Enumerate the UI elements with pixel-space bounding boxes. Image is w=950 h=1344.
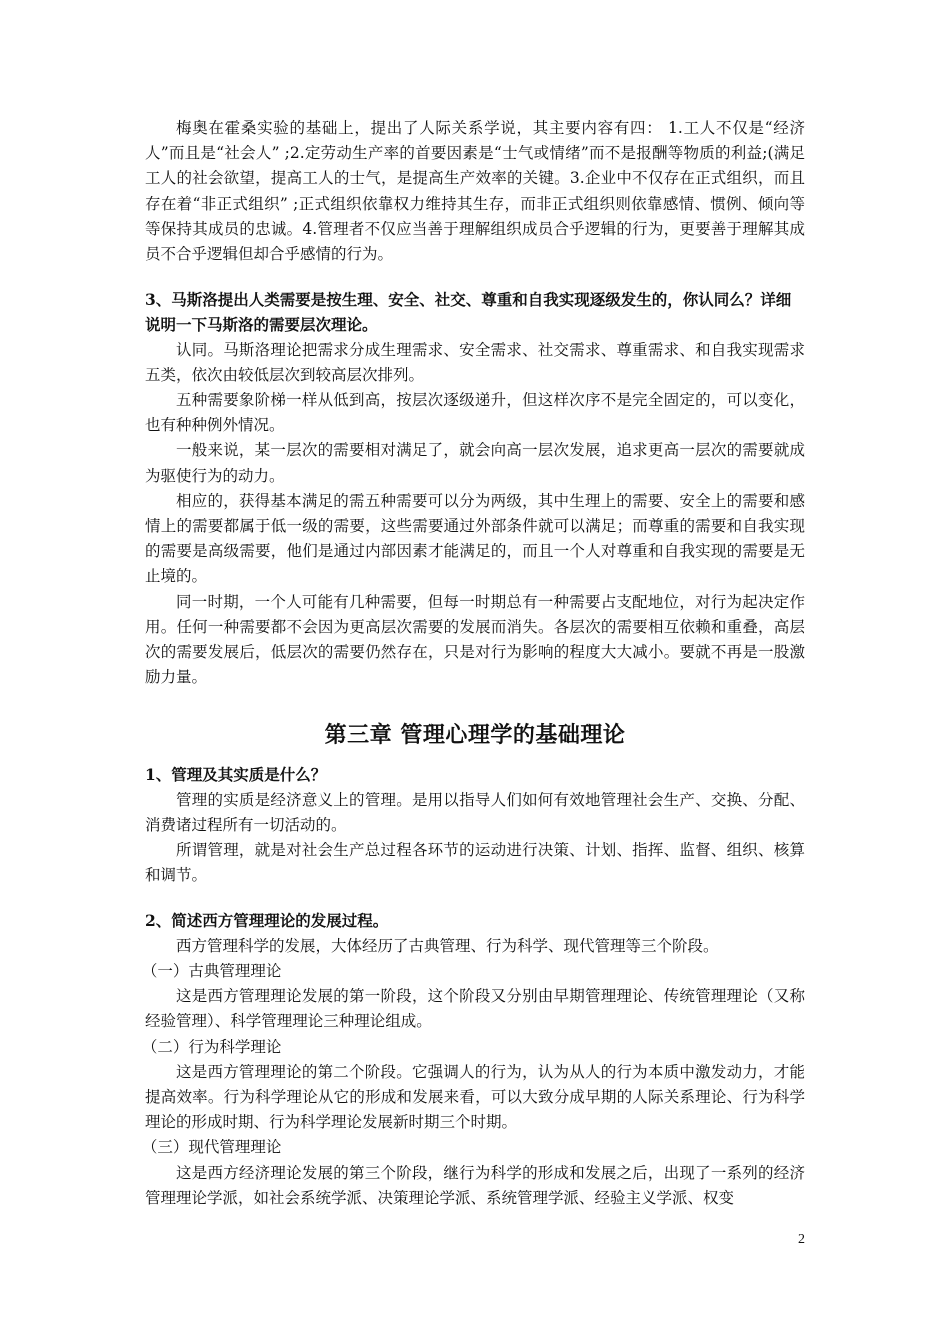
behavioral-theory-heading: （二）行为科学理论	[141, 1037, 282, 1056]
classical-theory-text: 这是西方管理理论发展的第一阶段，这个阶段又分别由早期管理理论、传统管理理论（又称经验管理）、科学管理理论三种理论组成。	[145, 987, 805, 1031]
page-number: 2	[798, 1232, 805, 1247]
question-3-paragraph-4: 相应的，获得基本满足的需五种需要可以分为两级，其中生理上的需要、安全上的需要和感情上的需要都属于低一级的需要，这些需要通过外部条件就可以满足；而尊重的需要和自我实现的需要是高级需要，他们是通过内部因素才能满足的，而且一个人对尊重和自我实现的需要是无止境的。	[145, 491, 805, 586]
chapter-3-question-1-paragraph-1: 管理的实质是经济意义上的管理。是用以指导人们如何有效地管理社会生产、交换、分配、消费诸过程所有一切活动的。	[145, 790, 805, 834]
question-3-paragraph-5: 同一时期，一个人可能有几种需要，但每一时期总有一种需要占支配地位，对行为起决定作用。任何一种需要都不会因为更高层次需要的发展而消失。各层次的需要相互依赖和重叠，高层次的需要发展后，低层次的需要仍然存在，只是对行为影响的程度大大减小。要就不再是一股激励力量。	[145, 592, 805, 687]
behavioral-theory-text: 这是西方管理理论的第二个阶段。它强调人的行为，认为从人的行为本质中激发动力，才能提高效率。行为科学理论从它的形成和发展来看，可以大致分成早期的人际关系理论、行为科学理论的形成时期、行为科学理论发展新时期三个时期。	[145, 1062, 805, 1132]
chapter-3-question-2-section	[141, 908, 805, 1210]
modern-theory-heading: （三）现代管理理论	[141, 1138, 282, 1157]
chapter-3-question-1-title: 1、管理及其实质是什么？	[145, 765, 327, 785]
mayo-paragraph: 梅奥在霍桑实验的基础上，提出了人际关系学说，其主要内容有四： 1.工人不仅是“经济人”而且是“社会人” ;2.定劳动生产率的首要因素是“士气或情绪”而不是报酬等物质的利益;(满足工人的社会欲望，提高工人的士气，是提高生产效率的关键。3.企业中不仅存在正式组织，而且存在着“非正式组织” ;正式组织依靠权力维持其生存，而非正式组织则依靠感情、惯例、倾向等等保持其成员的忠诚。4.管理者不仅应当善于理解组织成员合乎逻辑的行为，更要善于理解其成员不合乎逻辑但却合乎感情的行为。	[145, 119, 805, 264]
question-3-paragraph-2: 五种需要象阶梯一样从低到高，按层次逐级递升，但这样次序不是完全固定的，可以变化，也有种种例外情况。	[145, 391, 805, 435]
question-3-title: 3、马斯洛提出人类需要是按生理、安全、社交、尊重和自我实现逐级发生的，你认同么？详细说明一下马斯洛的需要层次理论。	[145, 290, 792, 335]
chapter-3-question-1-paragraph-2: 所谓管理，就是对社会生产总过程各环节的运动进行决策、计划、指挥、监督、组织、核算和调节。	[145, 841, 805, 885]
question-3-paragraph-3: 一般来说，某一层次的需要相对满足了，就会向高一层次发展，追求更高一层次的需要就成为驱使行为的动力。	[145, 441, 805, 485]
chapter-3-question-2-intro: 西方管理科学的发展，大体经历了古典管理、行为科学、现代管理等三个阶段。	[176, 936, 719, 955]
chapter-3-question-2-title: 2、简述西方管理理论的发展过程。	[145, 911, 389, 931]
question-3-section	[145, 287, 805, 690]
classical-theory-heading: （一）古典管理理论	[141, 961, 282, 980]
chapter-title: 第三章 管理心理学的基础理论	[324, 722, 626, 749]
chapter-3-question-1-section	[145, 762, 805, 888]
question-3-paragraph-1: 认同。马斯洛理论把需求分成生理需求、安全需求、社交需求、尊重需求、和自我实现需求五类，依次由较低层次到较高层次排列。	[145, 340, 805, 384]
modern-theory-text: 这是西方经济理论发展的第三个阶段，继行为科学的形成和发展之后，出现了一系列的经济管理理论学派，如社会系统学派、决策理论学派、系统管理学派、经验主义学派、权变	[145, 1163, 805, 1207]
